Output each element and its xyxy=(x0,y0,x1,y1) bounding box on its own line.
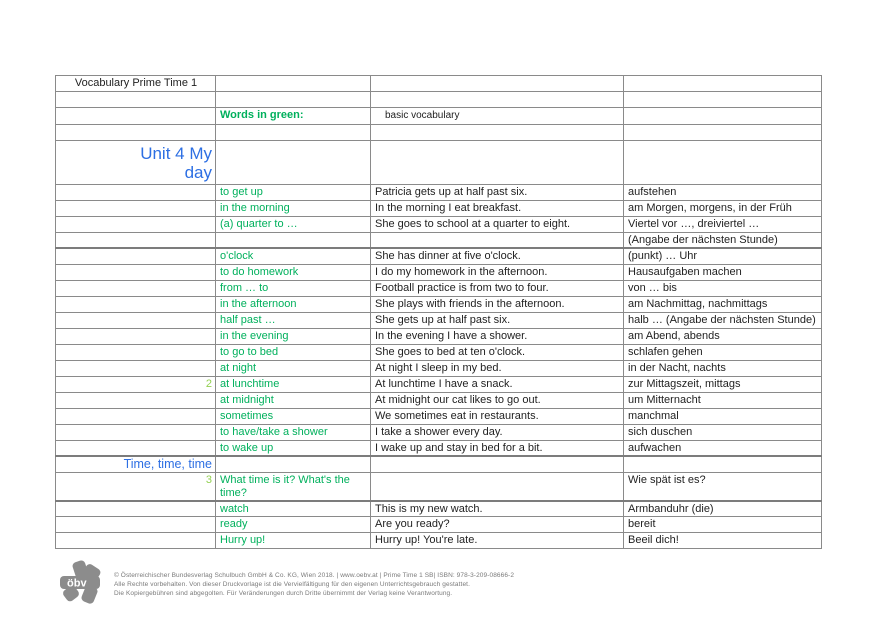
unit-label-cell xyxy=(56,280,216,296)
sentence-cell xyxy=(371,517,624,533)
table-row xyxy=(56,125,822,141)
unit-label-cell xyxy=(56,533,216,549)
sentence-cell xyxy=(371,376,624,392)
table-row xyxy=(56,501,822,517)
unit-label-cell xyxy=(56,440,216,456)
translation-text: am Morgen, morgens, in der Früh xyxy=(628,202,792,214)
oebv-logo-icon xyxy=(58,560,104,606)
translation-cell xyxy=(624,376,822,392)
table-row xyxy=(56,408,822,424)
table-row xyxy=(56,76,822,92)
unit-label-cell xyxy=(56,472,216,501)
word-text: to do homework xyxy=(220,265,299,278)
sentence-text: She goes to school at a quarter to eight. xyxy=(375,218,571,230)
sentence-text: I do my homework in the afternoon. xyxy=(375,265,548,278)
table-row xyxy=(56,376,822,392)
translation-text: Armbanduhr (die) xyxy=(628,502,714,515)
translation-text: aufstehen xyxy=(628,186,677,198)
word-cell xyxy=(216,328,371,344)
table-row xyxy=(56,108,822,125)
table-row xyxy=(56,92,822,108)
sentence-text: At midnight our cat likes to go out. xyxy=(375,393,541,406)
table-row xyxy=(56,233,822,249)
translation-text: sich duschen xyxy=(628,425,693,438)
word-text: ready xyxy=(220,518,248,530)
word-text: at midnight xyxy=(220,393,274,406)
sentence-cell xyxy=(371,312,624,328)
word-cell xyxy=(216,501,371,517)
word-text: from … to xyxy=(220,281,269,294)
translation-text: am Nachmittag, nachmittags xyxy=(628,297,768,310)
translation-text: am Abend, abends xyxy=(628,329,720,342)
sentence-cell xyxy=(371,92,624,108)
translation-cell xyxy=(624,280,822,296)
word-text: to have/take a shower xyxy=(220,425,328,438)
sentence-text: Football practice is from two to four. xyxy=(375,281,549,294)
word-cell xyxy=(216,76,371,92)
sentence-text: She plays with friends in the afternoon. xyxy=(375,297,565,310)
table-row xyxy=(56,312,822,328)
word-cell xyxy=(216,233,371,249)
word-cell xyxy=(216,296,371,312)
word-cell xyxy=(216,185,371,201)
table-row xyxy=(56,392,822,408)
word-text: to go to bed xyxy=(220,345,279,358)
translation-cell xyxy=(624,125,822,141)
word-cell xyxy=(216,360,371,376)
sentence-cell xyxy=(371,533,624,549)
word-cell xyxy=(216,92,371,108)
word-text: (a) quarter to … xyxy=(220,218,298,230)
copyright-line: © Österreichischer Bundesverlag Schulbuch GmbH & Co. KG, Wien 2018. | www.oebv.at | Prime Time 1 SB| ISBN: 978-3-209-08666-2 xyxy=(114,572,515,579)
sentence-text: At night I sleep in my bed. xyxy=(375,361,502,374)
translation-cell xyxy=(624,185,822,201)
sentence-text: Hurry up! You're late. xyxy=(375,534,478,546)
translation-cell xyxy=(624,141,822,185)
unit-label-text: Vocabulary Prime Time 1 xyxy=(74,77,198,89)
sentence-text: Patricia gets up at half past six. xyxy=(375,186,528,198)
table-row xyxy=(56,440,822,456)
translation-cell xyxy=(624,108,822,125)
translation-cell xyxy=(624,344,822,360)
table-row xyxy=(56,472,822,501)
unit-label-cell xyxy=(56,76,216,92)
word-text: sometimes xyxy=(220,409,274,422)
table-row xyxy=(56,217,822,233)
word-cell xyxy=(216,456,371,472)
translation-cell xyxy=(624,264,822,280)
word-text: in the morning xyxy=(220,202,290,214)
translation-cell xyxy=(624,408,822,424)
sentence-cell xyxy=(371,392,624,408)
unit-label-cell xyxy=(56,125,216,141)
unit-label-cell xyxy=(56,108,216,125)
copyright-text xyxy=(114,560,514,598)
translation-cell xyxy=(624,440,822,456)
translation-text: von … bis xyxy=(628,281,677,294)
table-row xyxy=(56,248,822,264)
word-text: Words in green: xyxy=(220,109,304,121)
word-text: watch xyxy=(220,502,249,515)
translation-cell xyxy=(624,248,822,264)
table-row xyxy=(56,360,822,376)
unit-label-text: Unit 4 My day xyxy=(140,144,212,182)
translation-cell xyxy=(624,328,822,344)
sentence-cell xyxy=(371,456,624,472)
sentence-cell xyxy=(371,248,624,264)
unit-label-cell xyxy=(56,501,216,517)
word-cell xyxy=(216,217,371,233)
table-row xyxy=(56,456,822,472)
unit-label-cell xyxy=(56,376,216,392)
table-row xyxy=(56,296,822,312)
sentence-cell xyxy=(371,296,624,312)
word-text: to wake up xyxy=(220,441,274,454)
table-row xyxy=(56,533,822,549)
sentence-text: I wake up and stay in bed for a bit. xyxy=(375,441,543,454)
translation-text: Wie spät ist es? xyxy=(628,473,706,486)
word-cell xyxy=(216,108,371,125)
translation-text: aufwachen xyxy=(628,441,682,454)
unit-label-text: Time, time, time xyxy=(123,457,212,471)
translation-cell xyxy=(624,501,822,517)
sentence-text: Are you ready? xyxy=(375,518,450,530)
unit-label-cell xyxy=(56,185,216,201)
translation-cell xyxy=(624,360,822,376)
table-row xyxy=(56,280,822,296)
unit-label-text: 3 xyxy=(205,473,212,486)
word-text: in the afternoon xyxy=(220,297,297,310)
sentence-cell xyxy=(371,344,624,360)
translation-text: Beeil dich! xyxy=(628,534,679,546)
unit-label-cell xyxy=(56,312,216,328)
vocab-table xyxy=(55,75,822,549)
copyright-line: Die Kopiergebühren sind abgegolten. Für Veränderungen durch Dritte übernimmt der Verlag keine Verantwortung. xyxy=(114,590,453,597)
unit-label-cell xyxy=(56,408,216,424)
sentence-cell xyxy=(371,217,624,233)
translation-cell xyxy=(624,424,822,440)
translation-text: (punkt) … Uhr xyxy=(628,250,698,262)
word-cell xyxy=(216,248,371,264)
translation-cell xyxy=(624,312,822,328)
table-row xyxy=(56,201,822,217)
translation-cell xyxy=(624,296,822,312)
translation-cell xyxy=(624,217,822,233)
sentence-cell xyxy=(371,201,624,217)
word-cell xyxy=(216,424,371,440)
unit-label-cell xyxy=(56,233,216,249)
table-row xyxy=(56,264,822,280)
sentence-text: She gets up at half past six. xyxy=(375,313,511,326)
word-cell xyxy=(216,440,371,456)
word-text: to get up xyxy=(220,186,263,198)
unit-label-cell xyxy=(56,248,216,264)
unit-label-cell xyxy=(56,360,216,376)
table-row xyxy=(56,185,822,201)
word-text: half past … xyxy=(220,313,276,326)
translation-cell xyxy=(624,392,822,408)
word-cell xyxy=(216,533,371,549)
unit-label-cell xyxy=(56,296,216,312)
translation-text: schlafen gehen xyxy=(628,345,703,358)
sentence-cell xyxy=(371,424,624,440)
sentence-text: In the morning I eat breakfast. xyxy=(375,202,522,214)
sentence-cell xyxy=(371,328,624,344)
table-row xyxy=(56,517,822,533)
translation-text: halb … (Angabe der nächsten Stunde) xyxy=(628,313,816,326)
sentence-cell xyxy=(371,76,624,92)
word-cell xyxy=(216,125,371,141)
copyright-line: Alle Rechte vorbehalten. Von dieser Druckvorlage ist die Vervielfältigung für den eigenen Unterrichtsgebrauch gestattet. xyxy=(114,581,470,588)
unit-label-cell xyxy=(56,517,216,533)
word-cell xyxy=(216,141,371,185)
unit-label-cell xyxy=(56,141,216,185)
unit-label-cell xyxy=(56,201,216,217)
translation-text: Hausaufgaben machen xyxy=(628,265,742,278)
word-cell xyxy=(216,312,371,328)
translation-text: manchmal xyxy=(628,409,679,422)
translation-cell xyxy=(624,533,822,549)
sentence-text: She goes to bed at ten o'clock. xyxy=(375,345,526,358)
sentence-cell xyxy=(371,185,624,201)
unit-label-cell xyxy=(56,456,216,472)
table-row xyxy=(56,328,822,344)
unit-label-cell xyxy=(56,328,216,344)
word-cell xyxy=(216,392,371,408)
word-text: o'clock xyxy=(220,250,254,262)
unit-label-cell xyxy=(56,392,216,408)
word-cell xyxy=(216,472,371,501)
sentence-cell xyxy=(371,141,624,185)
unit-label-cell xyxy=(56,424,216,440)
translation-cell xyxy=(624,517,822,533)
vocab-table-body xyxy=(56,76,822,549)
sentence-cell xyxy=(371,501,624,517)
sentence-text: She has dinner at five o'clock. xyxy=(375,250,521,262)
word-cell xyxy=(216,264,371,280)
sentence-cell xyxy=(371,233,624,249)
translation-text: zur Mittagszeit, mittags xyxy=(628,377,741,390)
sentence-text: I take a shower every day. xyxy=(375,425,503,438)
sentence-cell xyxy=(371,440,624,456)
word-cell xyxy=(216,376,371,392)
unit-label-text: 2 xyxy=(205,377,212,390)
translation-cell xyxy=(624,456,822,472)
unit-label-cell xyxy=(56,344,216,360)
word-cell xyxy=(216,408,371,424)
translation-cell xyxy=(624,76,822,92)
sentence-text: In the evening I have a shower. xyxy=(375,329,528,342)
translation-text: bereit xyxy=(628,518,656,530)
word-cell xyxy=(216,280,371,296)
unit-label-cell xyxy=(56,264,216,280)
word-text: Hurry up! xyxy=(220,534,266,546)
sentence-text: At lunchtime I have a snack. xyxy=(375,377,513,390)
sentence-text: basic vocabulary xyxy=(385,110,460,121)
word-text: in the evening xyxy=(220,329,289,342)
sentence-cell xyxy=(371,360,624,376)
word-text: at night xyxy=(220,361,257,374)
word-cell xyxy=(216,344,371,360)
sentence-cell xyxy=(371,472,624,501)
word-cell xyxy=(216,201,371,217)
translation-text: Viertel vor …, dreiviertel … xyxy=(628,218,760,230)
sentence-cell xyxy=(371,108,624,125)
table-row xyxy=(56,424,822,440)
table-row xyxy=(56,141,822,185)
unit-label-cell xyxy=(56,217,216,233)
translation-cell xyxy=(624,233,822,249)
translation-text: um Mitternacht xyxy=(628,393,701,406)
translation-cell xyxy=(624,472,822,501)
translation-text: in der Nacht, nachts xyxy=(628,361,726,374)
translation-cell xyxy=(624,201,822,217)
unit-label-cell xyxy=(56,92,216,108)
sentence-text: This is my new watch. xyxy=(375,502,483,515)
sentence-cell xyxy=(371,408,624,424)
translation-text: (Angabe der nächsten Stunde) xyxy=(628,234,778,246)
word-text: at lunchtime xyxy=(220,377,280,390)
sentence-cell xyxy=(371,264,624,280)
sentence-text: We sometimes eat in restaurants. xyxy=(375,409,539,422)
word-text: What time is it? What's the time? xyxy=(220,473,350,499)
footer xyxy=(58,560,514,606)
table-row xyxy=(56,344,822,360)
oebv-logo-text: öbv xyxy=(67,577,87,590)
sentence-cell xyxy=(371,125,624,141)
translation-cell xyxy=(624,92,822,108)
word-cell xyxy=(216,517,371,533)
sentence-cell xyxy=(371,280,624,296)
